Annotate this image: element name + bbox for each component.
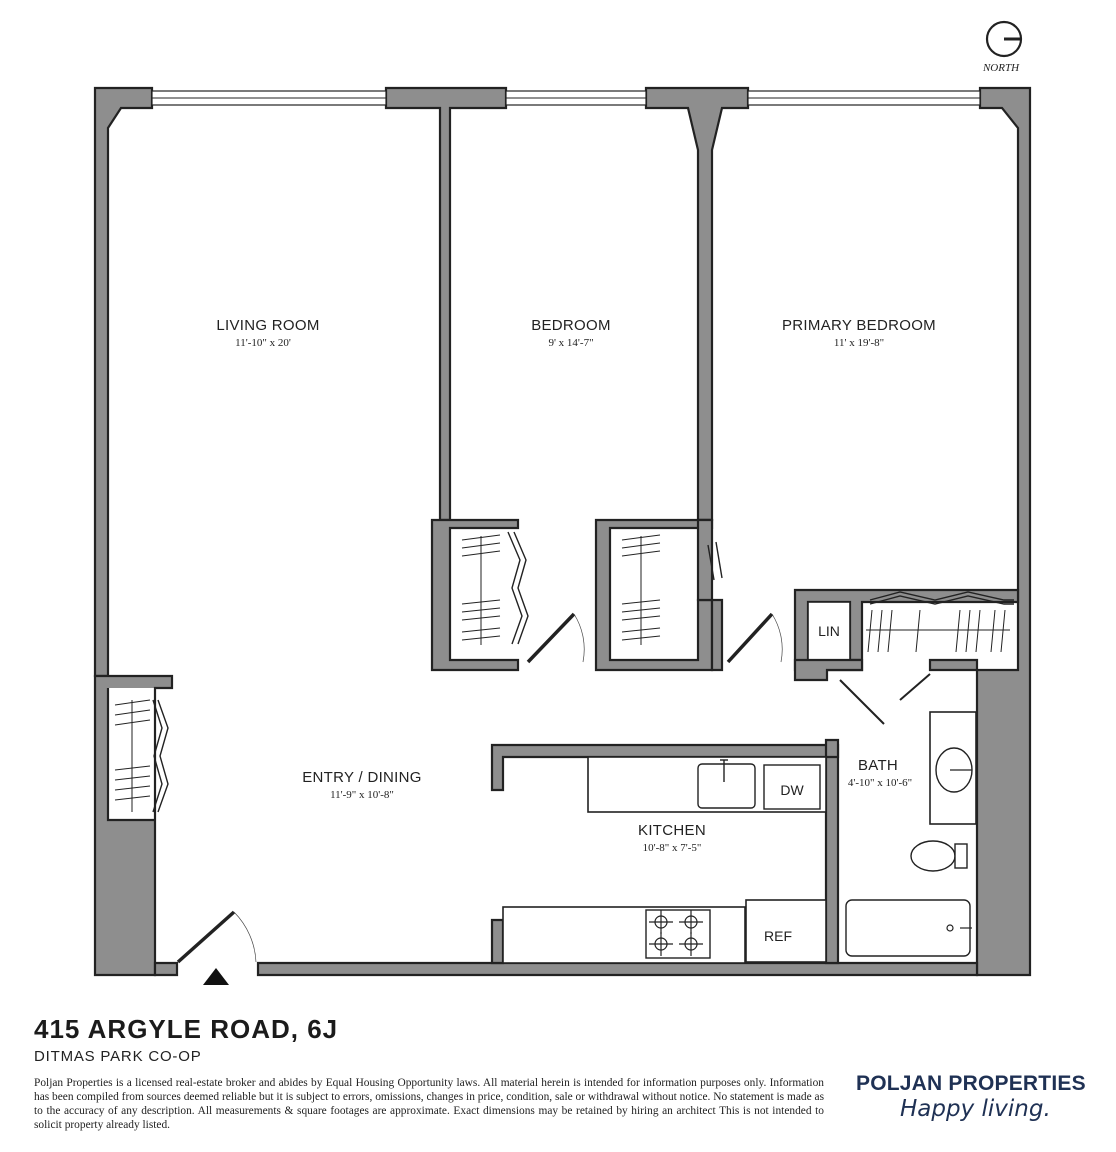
bedroom-dims: 9' x 14'-7" bbox=[548, 337, 594, 349]
kitchen-dims: 10'-8" x 7'-5" bbox=[642, 842, 702, 854]
entry-door-icon[interactable] bbox=[178, 912, 256, 962]
bedroom-door-icon[interactable] bbox=[528, 614, 584, 662]
linen-label: LIN bbox=[818, 623, 840, 639]
stove-icon bbox=[646, 910, 710, 958]
legal-disclaimer: Poljan Properties is a licensed real-estate broker and abides by Equal Housing Opportunity laws. All material herein is intended for information purposes only. Information has been compiled from sources deemed reliable but it is subject to errors, omissions, changes in price, condition, sale or withdrawal without notice. No statement is made as to the accuracy of any description. All measurements & square footages are approximate. Exact dimensions may be retained by hiring an architect This is not intended to solicit property already listed. bbox=[34, 1077, 824, 1131]
bath-name: BATH bbox=[857, 757, 899, 774]
bathtub-icon bbox=[846, 900, 972, 956]
bath-vanity-sink-icon bbox=[930, 712, 976, 824]
toilet-icon bbox=[911, 841, 967, 871]
entry-dining-name: ENTRY / DINING bbox=[302, 769, 422, 786]
bath-door-icon[interactable] bbox=[840, 674, 930, 724]
primary-bedroom-name: PRIMARY BEDROOM bbox=[782, 317, 936, 334]
dishwasher-label: DW bbox=[780, 782, 804, 798]
primary-bedroom-dims: 11' x 19'-8" bbox=[833, 337, 885, 349]
windows bbox=[152, 91, 980, 105]
north-label: NORTH bbox=[982, 62, 1020, 74]
listing-address: 415 ARGYLE ROAD, 6J bbox=[34, 1014, 339, 1044]
living-room-name: LIVING ROOM bbox=[216, 317, 320, 334]
entry-arrow-icon bbox=[203, 968, 229, 985]
refrigerator-label: REF bbox=[764, 928, 792, 944]
primary-bedroom-door-icon[interactable] bbox=[728, 614, 782, 662]
north-compass-icon bbox=[987, 22, 1022, 56]
living-room-dims: 11'-10" x 20' bbox=[235, 337, 291, 349]
kitchen-sink-icon bbox=[698, 760, 755, 808]
brand-tagline: Happy living. bbox=[900, 1096, 1051, 1122]
bedroom-closet-walls bbox=[432, 520, 722, 670]
entry-dining-dims: 11'-9" x 10'-8" bbox=[330, 789, 394, 801]
listing-subtitle: DITMAS PARK CO-OP bbox=[34, 1048, 202, 1065]
kitchen-name: KITCHEN bbox=[638, 822, 706, 839]
bath-dims: 4'-10" x 10'-6" bbox=[847, 777, 913, 789]
exterior-walls bbox=[95, 88, 1030, 975]
brand-logo-name: POLJAN PROPERTIES bbox=[856, 1072, 1086, 1095]
bedroom-name: BEDROOM bbox=[531, 317, 611, 334]
